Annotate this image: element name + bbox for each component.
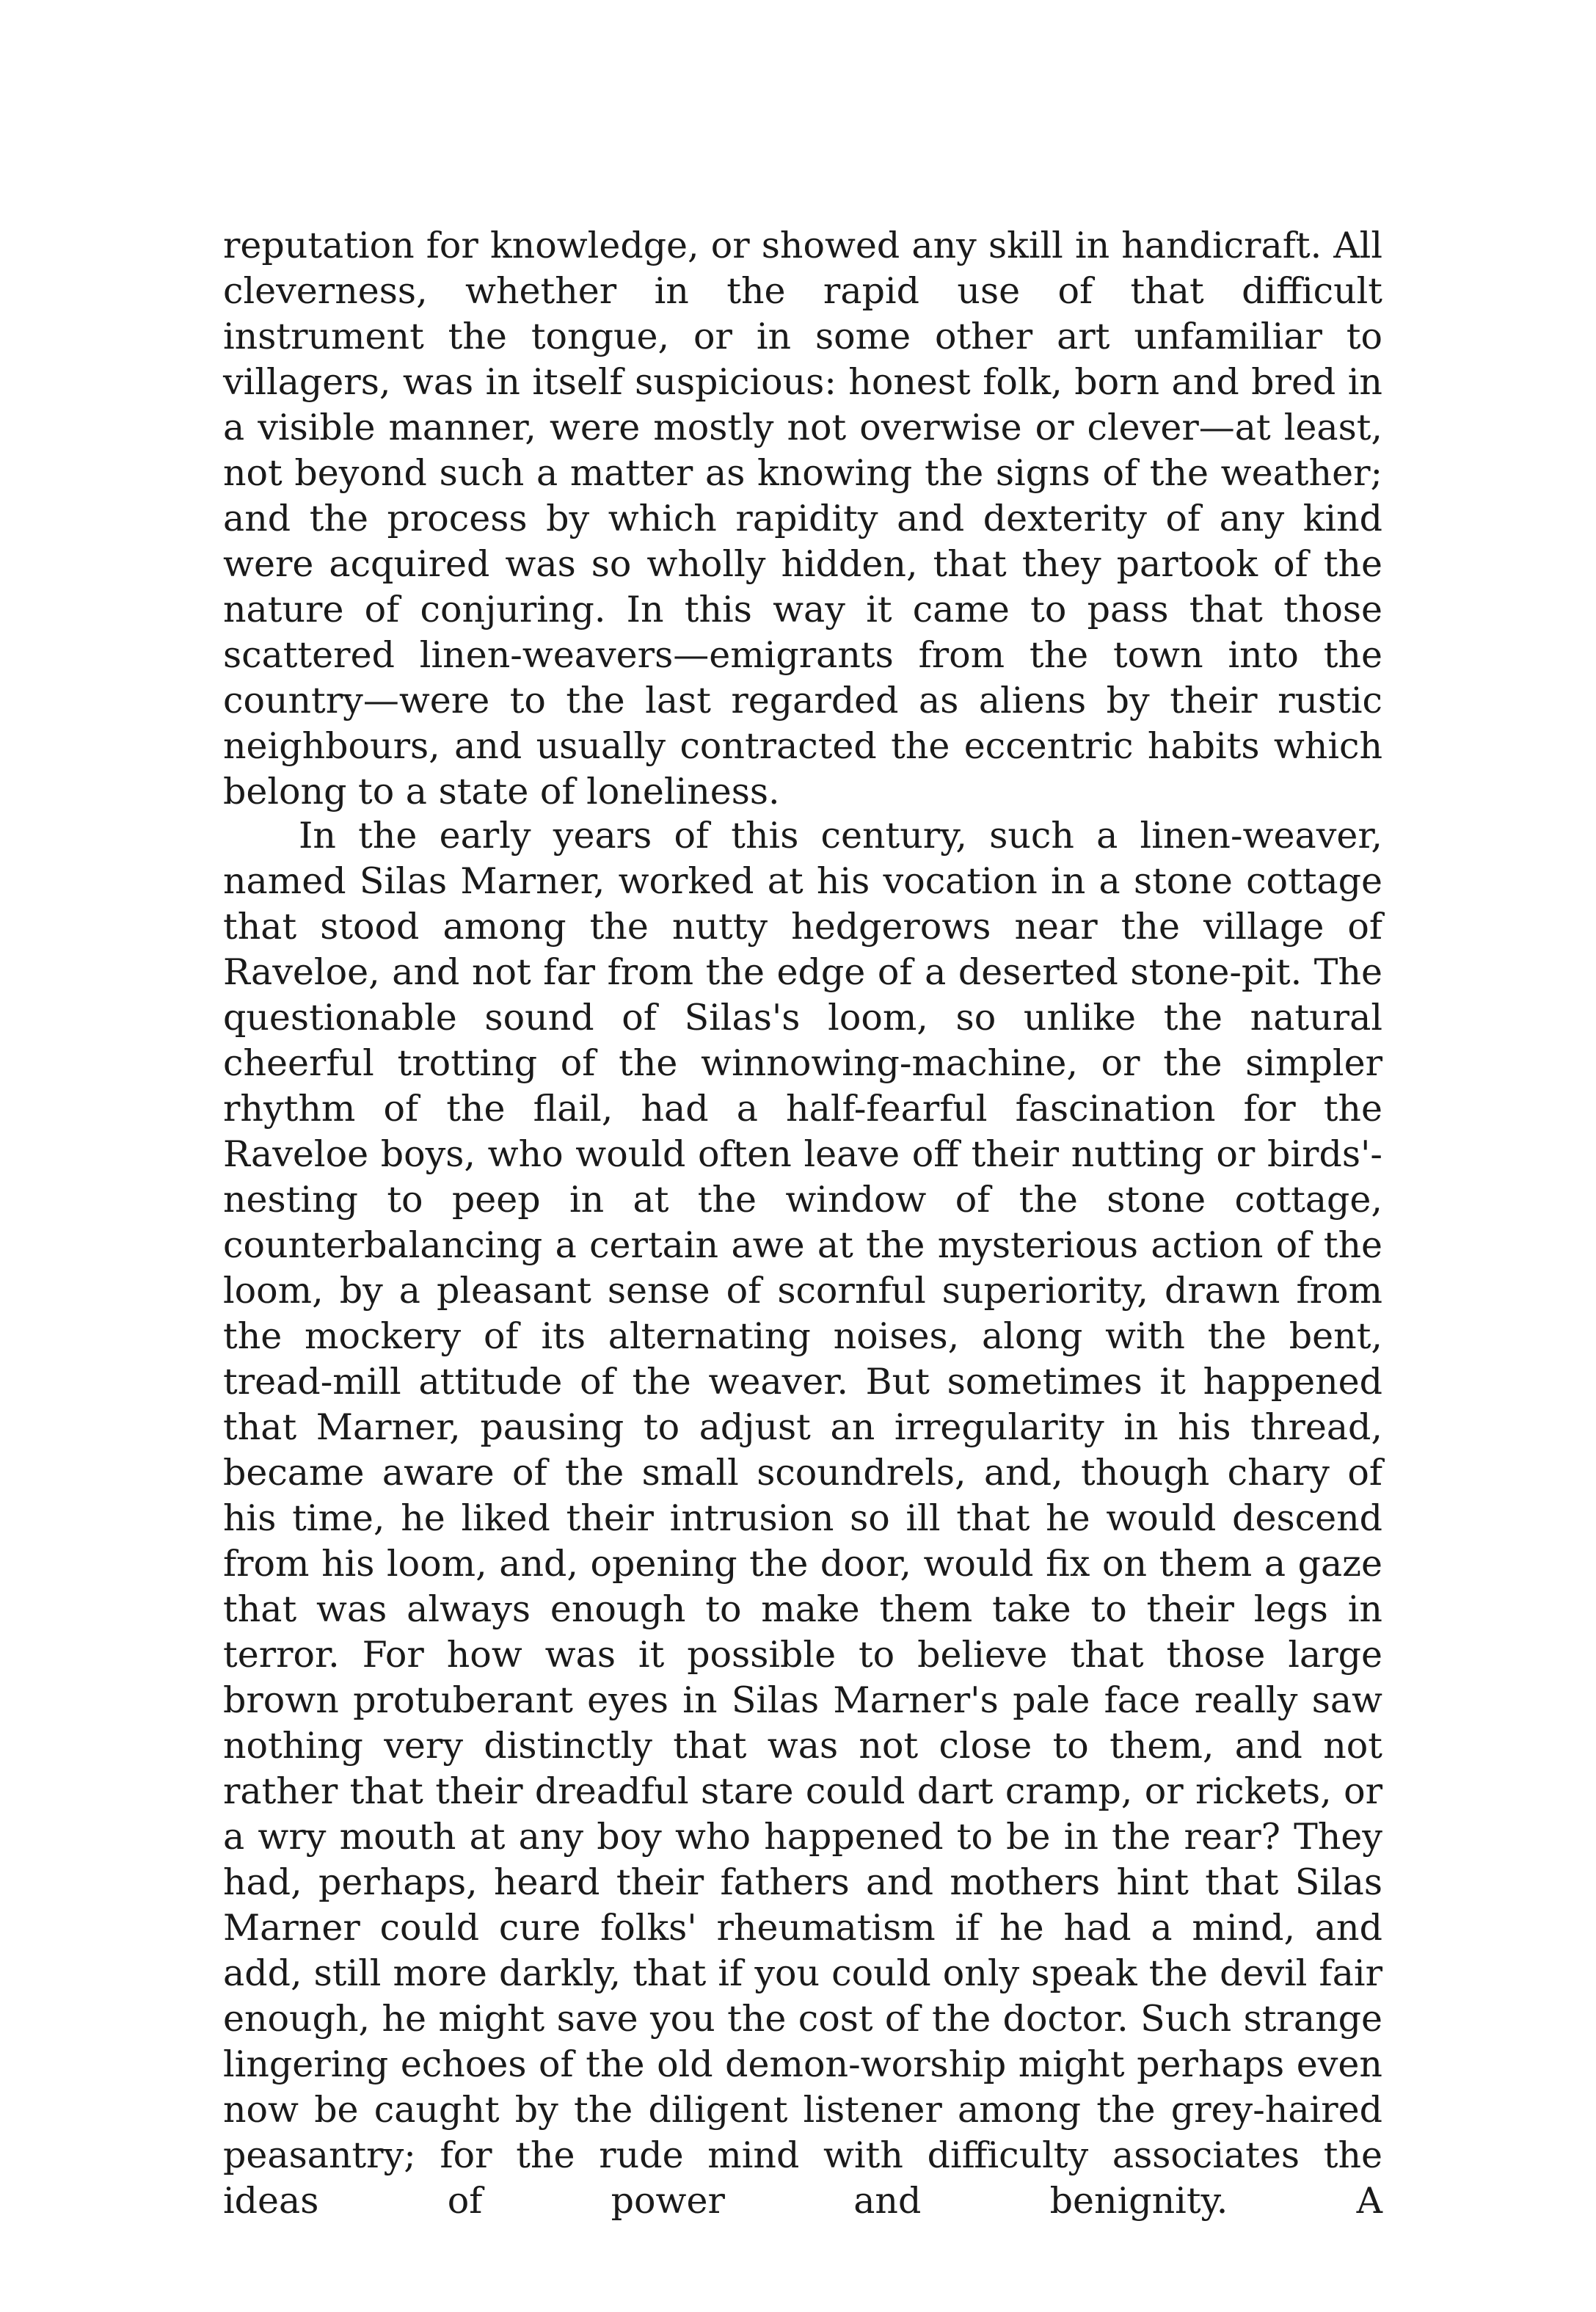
paragraph-2: In the early years of this century, such a linen-weaver, named Silas Marner, worked at his vocation in a stone cottage that stood among the nutty hedgerows near the village of Raveloe, and not far from the edge of a deserted stone-pit. The questionable sound of Silas's loom, so unlike the natural cheerful trotting of the winnowing-machine, or the simpler rhythm of the flail, had a half-fearful fascination for the Raveloe boys, who would often leave off their nutting or birds'-nesting to peep in at the window of the stone cottage, counterbalancing a certain awe at the mysterious action of the loom, by a pleasant sense of scornful superiority, drawn from the mockery of its alternating noises, along with the bent, tread-mill attitude of the weaver. But sometimes it happened that Marner, pausing to adjust an irregularity in his thread, became aware of the small scoundrels, and, though chary of his time, he liked their intrusion so ill that he would descend from his loom, and, opening the door, would fix on them a gaze that was always enough to make them take to their legs in terror. For how was it possible to believe that those large brown protuberant eyes in Silas Marner's pale face really saw nothing very distinctly that was not close to them, and not rather that their dreadful stare could dart cramp, or rickets, or a wry mouth at any boy who happened to be in the rear? They had, perhaps, heard their fathers and mothers hint that Silas Marner could cure folks' rheumatism if he had a mind, and add, still more darkly, that if you could only speak the devil fair enough, he might save you the cost of the doctor. Such strange lingering echoes of the old demon-worship might perhaps even now be caught by the diligent listener among the grey-haired peasantry; for the rude mind with difficulty associates the ideas of power and benignity. A bbox=[223, 815, 1382, 2222]
paragraph-1: reputation for knowledge, or showed any skill in handicraft. All cleverness, whether in the rapid use of that difficult instrument the tongue, or in some other art unfamiliar to villagers, was in itself suspicious: honest folk, born and bred in a visible manner, were mostly not overwise or clever—at least, not beyond such a matter as knowing the signs of the weather; and the process by which rapidity and dexterity of any kind were acquired was so wholly hidden, that they partook of the nature of conjuring. In this way it came to pass that those scattered linen-weavers—emigrants from the town into the country—were to the last regarded as aliens by their rustic neighbours, and usually contracted the eccentric habits which belong to a state of loneliness. bbox=[223, 225, 1382, 813]
